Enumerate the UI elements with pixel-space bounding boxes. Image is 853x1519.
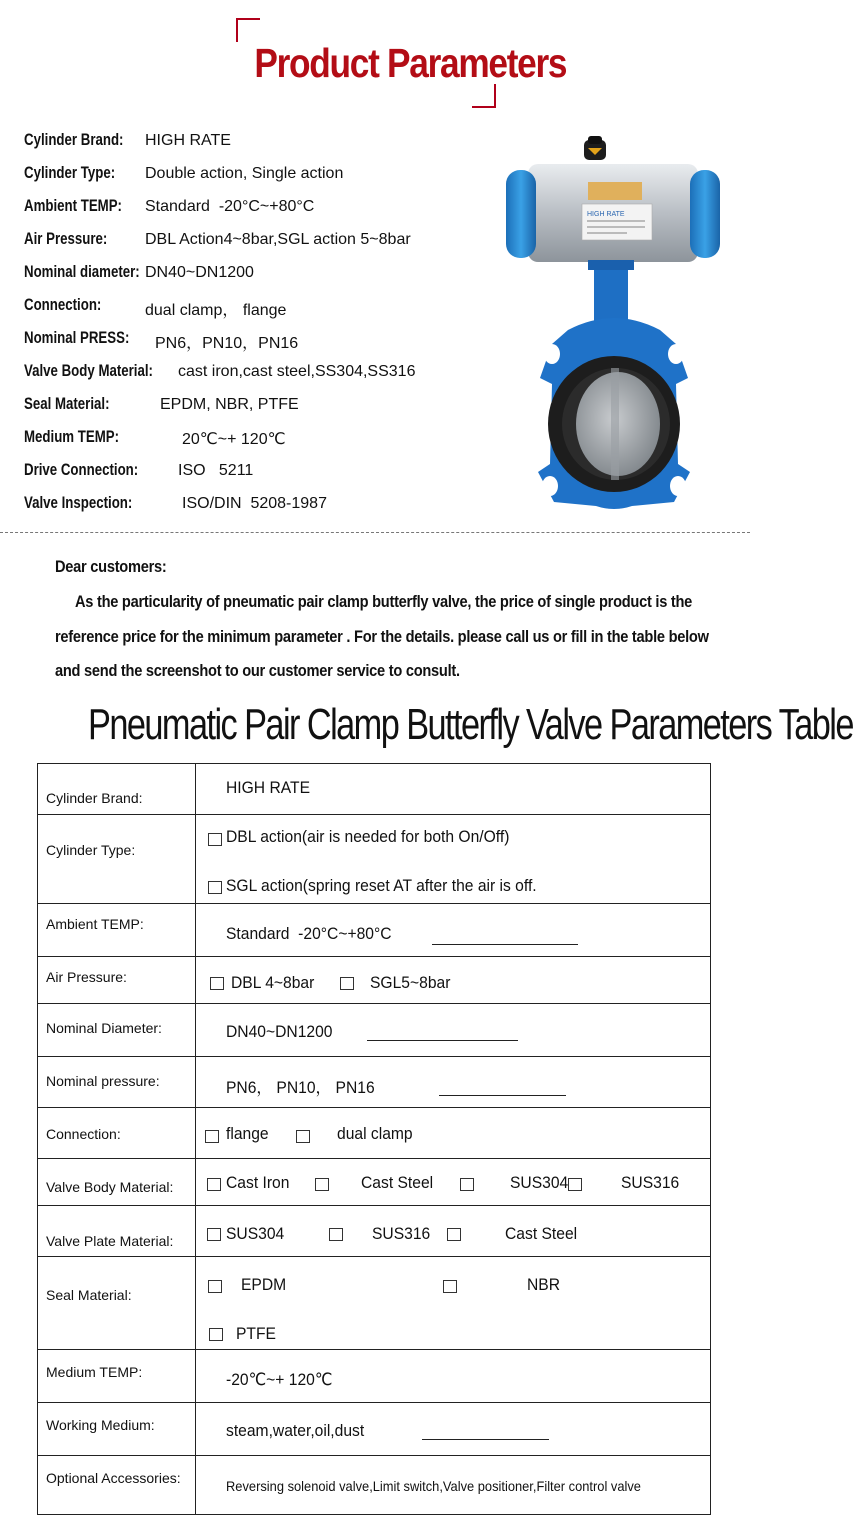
ambient-temp-value: Standard -20°C~+80°C [226, 924, 392, 943]
row-label: Air Pressure: [46, 969, 127, 985]
table-row-connection [38, 1107, 710, 1158]
checkbox-sgl-action[interactable] [208, 881, 222, 894]
param-row-valve-body-material [24, 361, 504, 391]
page-title: Product Parameters [254, 40, 567, 86]
param-row-medium-temp [24, 427, 504, 457]
option-sus304: SUS304 [510, 1173, 569, 1192]
row-label-cell [38, 1456, 196, 1514]
table-row-optional-accessories [38, 1455, 710, 1514]
param-value: DBL Action4~8bar,SGL action 5~8bar [145, 231, 411, 248]
fill-in-line[interactable] [422, 1439, 549, 1440]
param-row-cylinder-brand [24, 130, 504, 160]
option-plate-cast-steel: Cast Steel [505, 1224, 578, 1243]
param-label: Cylinder Type: [24, 163, 116, 182]
checkbox-cast-steel[interactable] [315, 1178, 329, 1191]
param-value: Double action, Single action [145, 165, 344, 182]
row-value-cell [196, 1004, 710, 1056]
param-row-drive-connection [24, 460, 504, 490]
notice-line-2: reference price for the minimum parameter . For the details. please call us or fill in the table below [55, 627, 709, 646]
fill-in-line[interactable] [439, 1095, 566, 1096]
checkbox-sus316[interactable] [568, 1178, 582, 1191]
param-value: ISO 5211 [178, 462, 254, 479]
param-value: ISO/DIN 5208-1987 [182, 495, 327, 512]
notice-line-1: As the particularity of pneumatic pair clamp butterfly valve, the price of single product is the [75, 592, 693, 611]
row-label: Optional Accessories: [46, 1470, 181, 1486]
table-row-ambient-temp [38, 903, 710, 956]
row-value-cell [196, 764, 710, 814]
param-label: Ambient TEMP: [24, 196, 122, 215]
row-label: Nominal pressure: [46, 1073, 160, 1089]
param-row-nominal-diameter [24, 262, 504, 292]
checkbox-dbl-pressure[interactable] [210, 977, 224, 990]
row-label-cell [38, 1350, 196, 1402]
row-value-cell [196, 1456, 710, 1514]
row-label-cell [38, 1403, 196, 1455]
param-label: Nominal PRESS: [24, 328, 130, 347]
notice-greeting: Dear customers: [55, 557, 167, 576]
checkbox-dual-clamp[interactable] [296, 1130, 310, 1143]
row-label: Valve Plate Material: [46, 1233, 174, 1249]
param-label: Drive Connection: [24, 460, 139, 479]
table-row-seal-material [38, 1256, 710, 1349]
section-divider [0, 532, 750, 533]
checkbox-dbl-action[interactable] [208, 833, 222, 846]
table-row-valve-plate-material [38, 1205, 710, 1256]
butterfly-valve-image [498, 134, 730, 518]
checkbox-sgl-pressure[interactable] [340, 977, 354, 990]
optional-accessories-value: Reversing solenoid valve,Limit switch,Valve positioner,Filter control valve [226, 1478, 641, 1494]
param-value: EPDM, NBR, PTFE [160, 396, 299, 413]
param-row-ambient-temp [24, 196, 504, 226]
row-label-cell [38, 957, 196, 1003]
row-label-cell [38, 1159, 196, 1205]
param-label: Valve Body Material: [24, 361, 153, 380]
param-label: Cylinder Brand: [24, 130, 124, 149]
option-dbl-action: DBL action(air is needed for both On/Off) [226, 827, 510, 846]
param-row-valve-inspection [24, 493, 504, 523]
param-row-seal-material [24, 394, 504, 424]
param-value: dual clamp， flange [145, 302, 287, 319]
row-label: Connection: [46, 1126, 121, 1142]
checkbox-plate-sus316[interactable] [329, 1228, 343, 1241]
checkbox-cast-iron[interactable] [207, 1178, 221, 1191]
param-row-nominal-press [24, 328, 504, 358]
table-row-nominal-pressure [38, 1056, 710, 1107]
nominal-pressure-value: PN6， PN10， PN16 [226, 1078, 375, 1097]
section-title-frame [236, 18, 567, 108]
row-label-cell [38, 764, 196, 814]
nominal-diameter-value: DN40~DN1200 [226, 1022, 333, 1041]
table-row-working-medium [38, 1402, 710, 1455]
checkbox-ptfe[interactable] [209, 1328, 223, 1341]
row-label: Valve Body Material: [46, 1179, 174, 1195]
row-value-cell [196, 1206, 710, 1256]
row-label-cell [38, 1004, 196, 1056]
title-corner-bottom-right [472, 84, 496, 108]
param-label: Medium TEMP: [24, 427, 120, 446]
svg-text:HIGH RATE: HIGH RATE [587, 211, 625, 218]
table-row-air-pressure [38, 956, 710, 1003]
row-value-cell [196, 904, 710, 956]
row-label-cell [38, 904, 196, 956]
row-value-cell [196, 1108, 710, 1158]
param-value: Standard -20°C~+80°C [145, 198, 315, 215]
fill-in-line[interactable] [432, 944, 578, 945]
notice-line-3: and send the screenshot to our customer service to consult. [55, 661, 460, 680]
row-label-cell [38, 1108, 196, 1158]
param-label: Air Pressure: [24, 229, 108, 248]
row-label-cell [38, 1057, 196, 1107]
option-cast-steel: Cast Steel [361, 1173, 434, 1192]
row-value-cell [196, 1159, 710, 1205]
param-row-air-pressure [24, 229, 504, 259]
row-label: Seal Material: [46, 1287, 132, 1303]
row-label: Ambient TEMP: [46, 916, 144, 932]
option-flange: flange [226, 1124, 269, 1143]
cylinder-brand-value: HIGH RATE [226, 778, 311, 797]
row-label: Working Medium: [46, 1417, 155, 1433]
checkbox-plate-sus304[interactable] [207, 1228, 221, 1241]
param-value: HIGH RATE [145, 132, 231, 149]
option-plate-sus304: SUS304 [226, 1224, 285, 1243]
row-label: Nominal Diameter: [46, 1020, 162, 1036]
option-plate-sus316: SUS316 [372, 1224, 431, 1243]
table-row-cylinder-type [38, 814, 710, 903]
table-row-cylinder-brand [38, 764, 710, 814]
option-sus316: SUS316 [621, 1173, 680, 1192]
table-row-valve-body-material [38, 1158, 710, 1205]
title-corner-top-left [236, 18, 260, 42]
param-value: cast iron,cast steel,SS304,SS316 [178, 363, 416, 380]
checkbox-nbr[interactable] [443, 1280, 457, 1293]
table-title: Pneumatic Pair Clamp Butterfly Valve Parameters Table [88, 700, 853, 749]
option-cast-iron: Cast Iron [226, 1173, 290, 1192]
table-row-nominal-diameter [38, 1003, 710, 1056]
param-label: Connection: [24, 295, 102, 314]
param-row-connection [24, 295, 504, 325]
param-value: PN6，PN10，PN16 [155, 335, 299, 352]
option-sgl-action: SGL action(spring reset AT after the air is off. [226, 876, 537, 895]
medium-temp-value: -20℃~+ 120℃ [226, 1370, 333, 1389]
checkbox-epdm[interactable] [208, 1280, 222, 1293]
row-label: Cylinder Brand: [46, 790, 143, 806]
checkbox-sus304[interactable] [460, 1178, 474, 1191]
row-value-cell [196, 957, 710, 1003]
option-dbl-pressure: DBL 4~8bar [231, 973, 315, 992]
table-row-medium-temp [38, 1349, 710, 1402]
row-label-cell [38, 815, 196, 903]
option-epdm: EPDM [241, 1275, 287, 1294]
row-value-cell [196, 1350, 710, 1402]
row-value-cell [196, 1057, 710, 1107]
butterfly-valve-icon [498, 134, 730, 518]
option-dual-clamp: dual clamp [337, 1124, 413, 1143]
option-nbr: NBR [527, 1275, 561, 1294]
parameters-table [37, 763, 711, 1515]
param-label: Nominal diameter: [24, 262, 140, 281]
option-sgl-pressure: SGL5~8bar [370, 973, 451, 992]
row-label: Cylinder Type: [46, 842, 136, 858]
param-value: 20℃~+ 120℃ [182, 431, 286, 448]
param-row-cylinder-type [24, 163, 504, 193]
param-value: DN40~DN1200 [145, 264, 254, 281]
row-label-cell [38, 1206, 196, 1256]
row-value-cell [196, 1257, 710, 1349]
checkbox-flange[interactable] [205, 1130, 219, 1143]
param-label: Valve Inspection: [24, 493, 133, 512]
row-value-cell [196, 815, 710, 903]
option-ptfe: PTFE [236, 1324, 276, 1343]
working-medium-value: steam,water,oil,dust [226, 1421, 365, 1440]
row-label-cell [38, 1257, 196, 1349]
param-label: Seal Material: [24, 394, 110, 413]
row-value-cell [196, 1403, 710, 1455]
checkbox-plate-cast-steel[interactable] [447, 1228, 461, 1241]
row-label: Medium TEMP: [46, 1364, 143, 1380]
fill-in-line[interactable] [367, 1040, 518, 1041]
